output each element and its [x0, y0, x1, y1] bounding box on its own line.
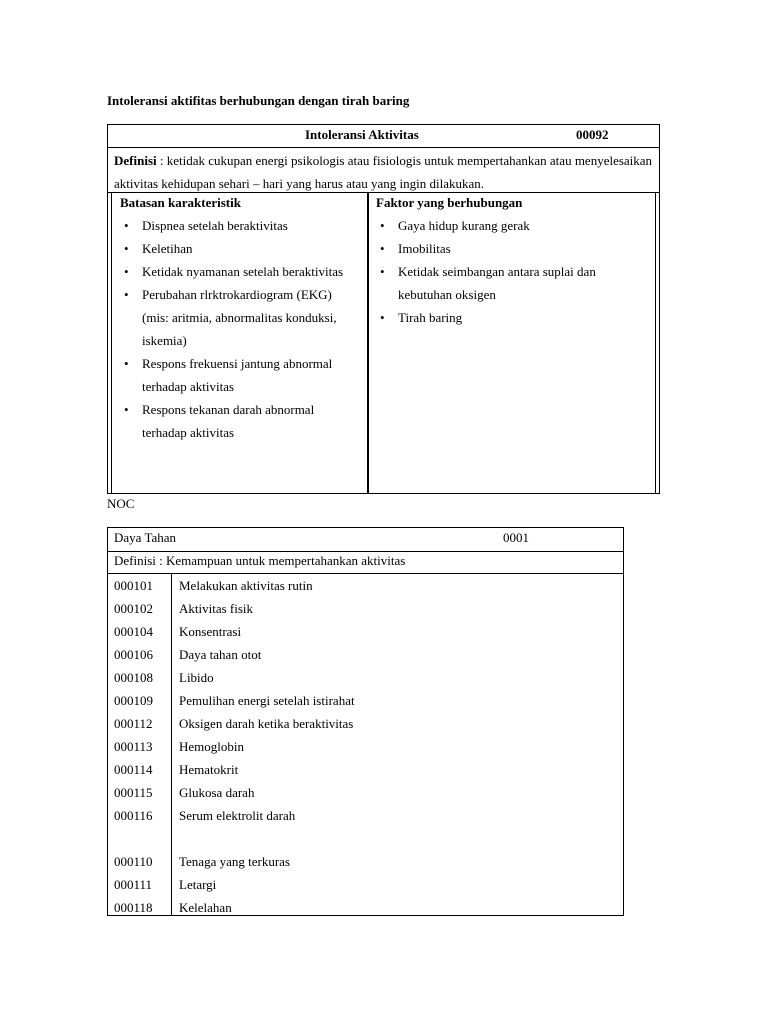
indicator-code: 000114: [114, 762, 153, 777]
diagnosis-definition: [108, 147, 659, 193]
table-row: [108, 850, 623, 873]
indicator-text: Letargi: [179, 877, 217, 892]
list-item: • Ketidak nyamanan setelah beraktivitas: [120, 260, 360, 283]
table-row: [108, 804, 623, 827]
table-row: [108, 666, 623, 689]
table-row: [108, 597, 623, 620]
indicator-text: Libido: [179, 670, 214, 685]
table-row: [108, 643, 623, 666]
list-item: • Gaya hidup kurang gerak: [376, 214, 652, 237]
table-row: [108, 735, 623, 758]
indicator-text: Hemoglobin: [179, 739, 244, 754]
column-divider: [367, 193, 369, 493]
list-item: • Perubahan rlrktrokardiogram (EKG) (mis: aritmia, abnormalitas konduksi, iskemia): [120, 283, 360, 352]
diagnosis-columns: [108, 193, 659, 493]
table-row: [108, 620, 623, 643]
outcome-name: Daya Tahan: [114, 530, 177, 545]
table-row: [108, 689, 623, 712]
outcome-code: 0001: [503, 530, 529, 545]
list-item: • Imobilitas: [376, 237, 652, 260]
indicator-code: 000101: [114, 578, 153, 593]
indicator-list: [108, 574, 623, 915]
outcome-table: [107, 527, 624, 916]
diagnosis-table: [107, 124, 660, 494]
indicator-text: Pemulihan energi setelah istirahat: [179, 693, 355, 708]
indicator-code: 000118: [114, 900, 153, 915]
indicator-text: Melakukan aktivitas rutin: [179, 578, 313, 593]
definition-text: : ketidak cukupan energi psikologis atau fisiologis untuk mempertahankan atau menyelesaikan aktivitas kehidupan sehari – hari yang harus atau yang ingin dilakukan.: [114, 153, 653, 191]
characteristics-list: [120, 214, 360, 444]
document-title: Intoleransi aktifitas berhubungan dengan tirah baring: [107, 93, 410, 108]
list-item: • Tirah baring: [376, 306, 652, 329]
list-item: • Respons tekanan darah abnormal terhadap aktivitas: [120, 398, 360, 444]
indicator-code: 000115: [114, 785, 153, 800]
indicator-code: 000106: [114, 647, 153, 662]
table-row: [108, 781, 623, 804]
indicator-code: 000116: [114, 808, 153, 823]
indicator-text: Aktivitas fisik: [179, 601, 254, 616]
table-row: [108, 712, 623, 735]
indicator-text: Daya tahan otot: [179, 647, 262, 662]
diagnosis-name: Intoleransi Aktivitas: [305, 127, 419, 142]
indicator-code: 000111: [114, 877, 153, 892]
indicator-text: Serum elektrolit darah: [179, 808, 296, 823]
inner-border-right: [655, 193, 656, 493]
related-factors-list: [376, 214, 652, 329]
indicator-text: Glukosa darah: [179, 785, 255, 800]
indicator-code: 000112: [114, 716, 153, 731]
indicator-code: 000104: [114, 624, 153, 639]
indicator-code: 000113: [114, 739, 153, 754]
indicator-code: 000109: [114, 693, 153, 708]
indicator-code: 000110: [114, 854, 153, 869]
inner-border-left: [111, 193, 112, 493]
related-factors-title: Faktor yang berhubungan: [376, 195, 523, 210]
characteristics-column: [120, 193, 360, 444]
outcome-definition: Definisi : Kemampuan untuk mempertahankan aktivitas: [108, 551, 623, 574]
characteristics-title: Batasan karakteristik: [120, 195, 241, 210]
outcome-header: [108, 528, 623, 552]
table-row: [108, 896, 623, 919]
indicator-code: 000108: [114, 670, 153, 685]
indicator-text: Hematokrit: [179, 762, 239, 777]
list-item: • Respons frekuensi jantung abnormal terhadap aktivitas: [120, 352, 360, 398]
indicator-text: Kelelahan: [179, 900, 232, 915]
table-row: [108, 574, 623, 597]
indicator-text: Oksigen darah ketika beraktivitas: [179, 716, 354, 731]
diagnosis-code: 00092: [576, 127, 609, 142]
list-item: • Dispnea setelah beraktivitas: [120, 214, 360, 237]
list-item: • Ketidak seimbangan antara suplai dan kebutuhan oksigen: [376, 260, 652, 306]
table-row: [108, 873, 623, 896]
list-item: • Keletihan: [120, 237, 360, 260]
noc-label: NOC: [107, 496, 135, 511]
indicator-code: 000102: [114, 601, 153, 616]
indicator-text: Konsentrasi: [179, 624, 242, 639]
definition-label: Definisi: [114, 153, 157, 168]
indicator-text: Tenaga yang terkuras: [179, 854, 290, 869]
table-row: [108, 758, 623, 781]
related-factors-column: [376, 193, 652, 329]
diagnosis-header: [108, 125, 659, 148]
